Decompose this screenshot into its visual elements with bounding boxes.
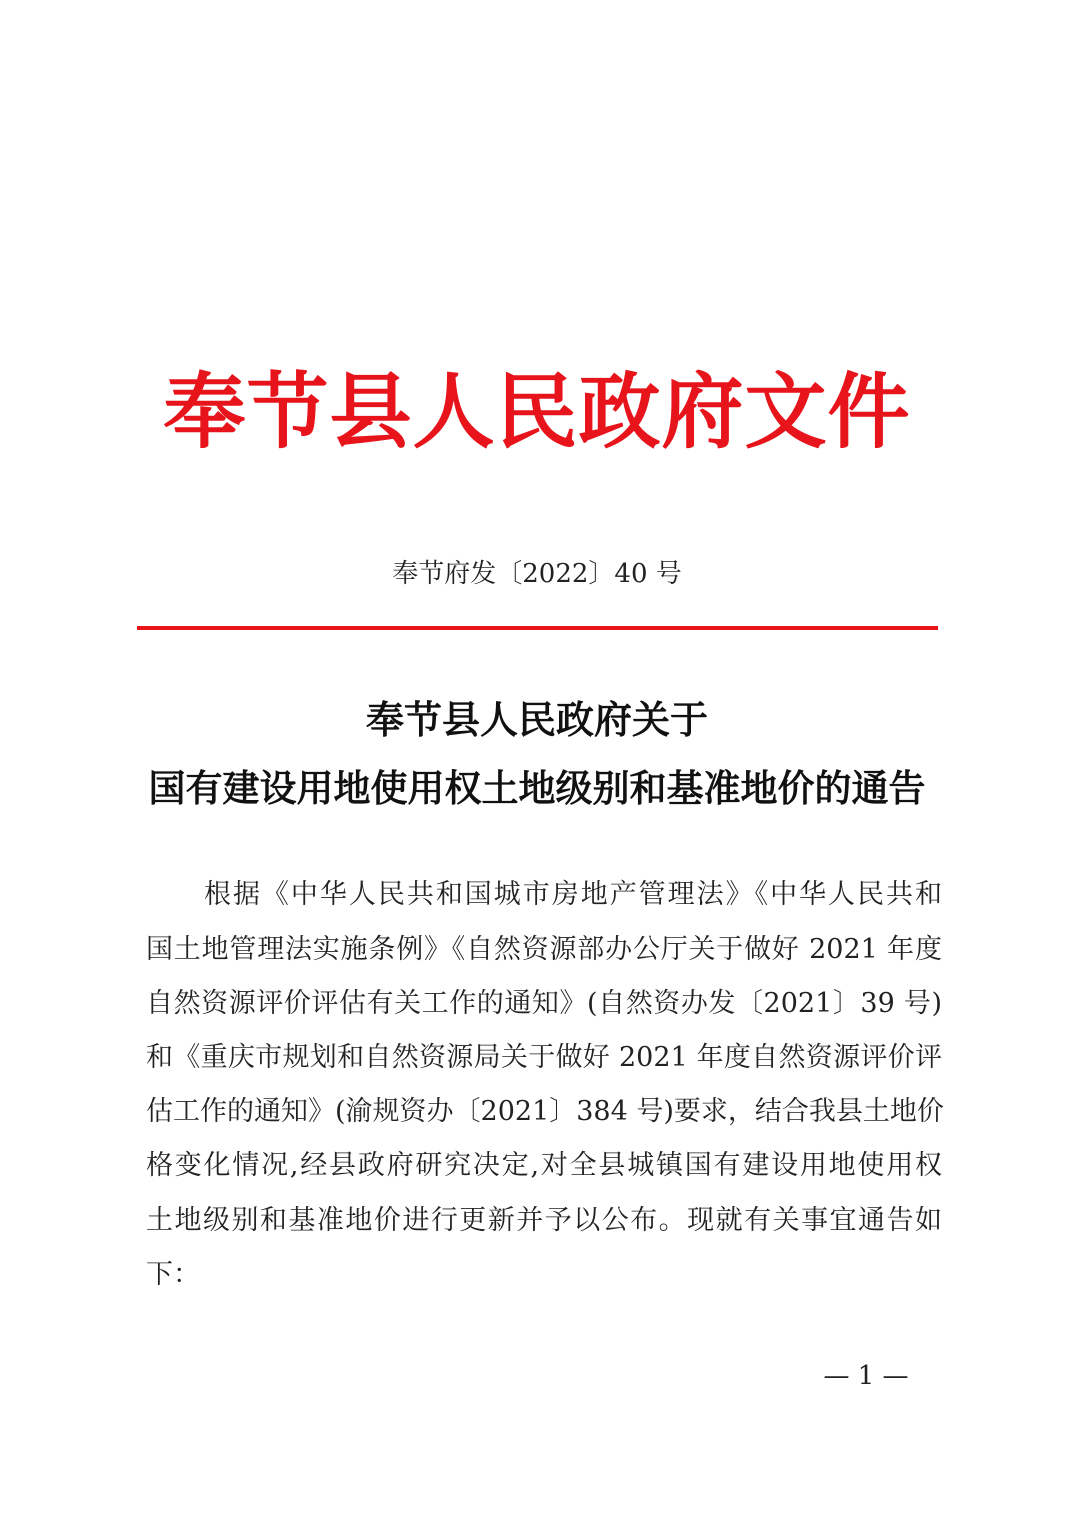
notice-title-line-2: 国有建设用地使用权土地级别和基准地价的通告 bbox=[148, 766, 926, 810]
body-line-8: 下： bbox=[146, 1259, 200, 1290]
document-number: 奉节府发〔2022〕40 号 bbox=[392, 559, 682, 589]
body-line-7: 土地级别和基准地价进行更新并予以公布。现就有关事宜通告如 bbox=[146, 1205, 942, 1236]
page-number: — 1 — bbox=[823, 1361, 909, 1391]
masthead-title: 奉节县人民政府文件 bbox=[163, 364, 911, 460]
body-line-6: 格变化情况,经县政府研究决定,对全县城镇国有建设用地使用权 bbox=[146, 1150, 942, 1181]
body-line-5: 估工作的通知》(渝规资办〔2021〕384 号)要求，结合我县土地价 bbox=[146, 1096, 944, 1127]
notice-title-line-1: 奉节县人民政府关于 bbox=[365, 697, 708, 742]
red-separator-line bbox=[137, 626, 938, 630]
body-line-2: 国土地管理法实施条例》《自然资源部办公厅关于做好 2021 年度 bbox=[146, 934, 942, 965]
body-line-4: 和《重庆市规划和自然资源局关于做好 2021 年度自然资源评价评 bbox=[146, 1042, 942, 1073]
body-line-3: 自然资源评价评估有关工作的通知》(自然资办发〔2021〕39 号) bbox=[146, 988, 942, 1019]
body-line-1: 根据《中华人民共和国城市房地产管理法》《中华人民共和 bbox=[146, 879, 942, 910]
